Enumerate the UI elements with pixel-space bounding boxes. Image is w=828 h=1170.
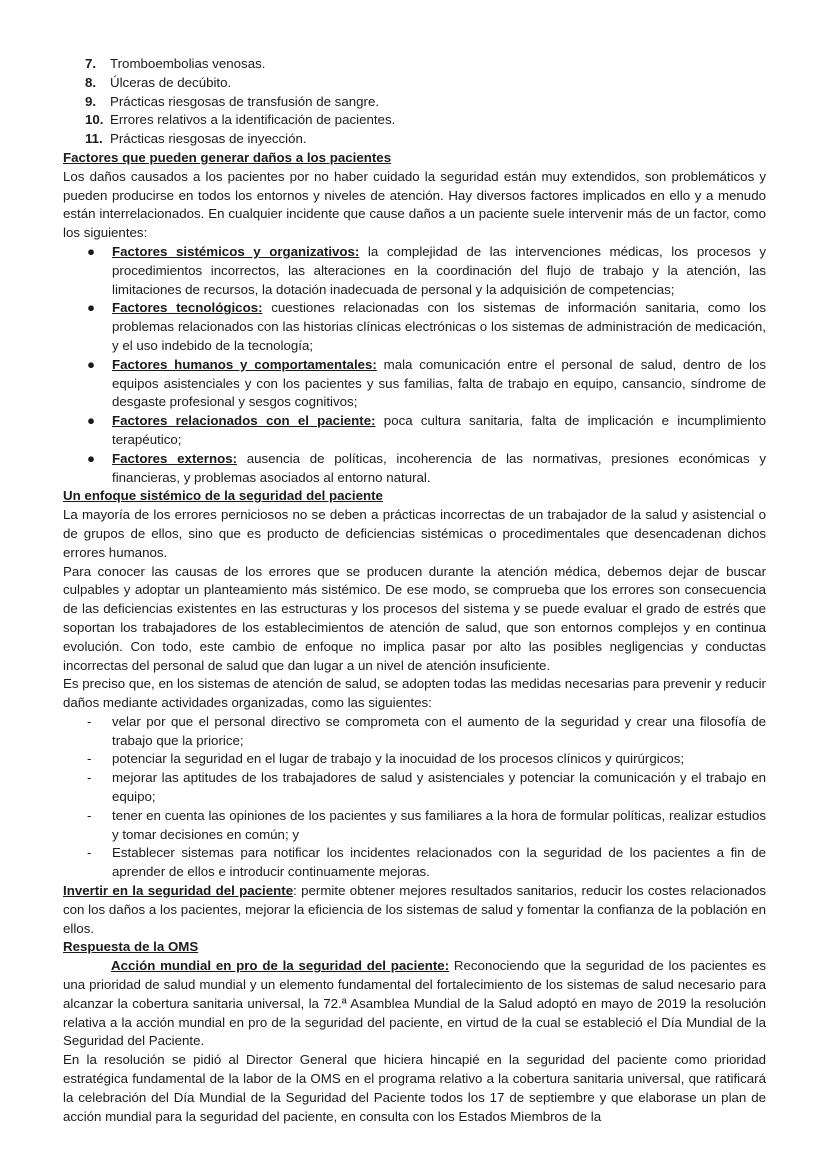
bullet-icon: ●	[87, 300, 96, 316]
invertir-text: : permite obtener mejores resultados sanitarios, reducir los costes relacionados con los daños a los pacientes, mejorar la eficiencia de los sistemas de salud y fomentar la confianza de la población en ellos.	[63, 883, 767, 936]
numbered-list-item	[85, 74, 766, 93]
section-heading-oms: Respuesta de la OMS	[63, 939, 199, 955]
paragraph-enfoque-2: Para conocer las causas de los errores que se producen durante la atención médica, debemos dejar de buscar culpables y adoptar un planteamiento más sistémico. De ese modo, se comprueba que los errores son consecuencia de las deficiencias existentes en las estructuras y los procesos del sistema y se puede evaluar el grado de estrés que soportan los trabajadores de los establecimientos de atención de salud, que son entornos complejos y en continua evolución. Con todo, este cambio de enfoque no implica pasar por alto las posibles negligencias y conductas incorrectas del personal de salud que dan lugar a un nivel de atención insuficiente.	[63, 563, 766, 673]
factor-bullet-item	[87, 412, 766, 450]
list-text: Prácticas riesgosas de transfusión de sangre.	[110, 93, 380, 109]
list-number: 10.	[85, 112, 104, 128]
section-heading-enfoque: Un enfoque sistémico de la seguridad del paciente	[63, 488, 383, 504]
accion-lead: Acción mundial en pro de la seguridad del paciente:	[111, 958, 450, 974]
list-text: Úlceras de decúbito.	[110, 74, 232, 90]
numbered-list-item	[85, 93, 766, 112]
bullet-lead: Factores tecnológicos:	[112, 300, 263, 316]
factor-bullet-item	[87, 299, 766, 355]
list-text: Tromboembolias venosas.	[110, 56, 266, 71]
measure-dash-item	[87, 807, 766, 845]
factor-bullet-item	[87, 356, 766, 412]
factor-bullet-item	[87, 243, 766, 299]
bullet-text: ausencia de políticas, incoherencia de las normativas, presiones económicas y financieras, y problemas asociados al entorno natural.	[112, 450, 766, 485]
measure-dash-item	[87, 750, 766, 769]
dash-icon: -	[87, 807, 92, 823]
paragraph-medidas-intro: Es preciso que, en los sistemas de atención de salud, se adopten todas las medidas necesarias para prevenir y reducir daños mediante actividades organizadas, como las siguientes:	[63, 676, 766, 711]
dash-icon: -	[87, 770, 92, 786]
bullet-text: cuestiones relacionadas con los sistemas de información sanitaria, como los problemas relacionados con las historias clínicas electrónicas o los sistemas de administración de medicación, y el uso indebido de la tecnología;	[112, 300, 766, 353]
dash-text: mejorar las aptitudes de los trabajadores de salud y asistenciales y potenciar la comunicación y el trabajo en equipo;	[112, 770, 766, 805]
bullet-text: poca cultura sanitaria, falta de implicación e incumplimiento terapéutico;	[112, 413, 766, 447]
dash-text: Establecer sistemas para notificar los incidentes relacionados con la seguridad de los pacientes a fin de aprender de ellos e introducir continuamente mejoras.	[112, 845, 766, 880]
paragraph-enfoque-1: La mayoría de los errores perniciosos no se deben a prácticas incorrectas de un trabajador de la salud y asistencial o de grupos de ellos, sino que es producto de deficiencias sistémicas o procedimentales que desencadenan dichos errores humanos.	[63, 507, 766, 560]
paragraph-resolucion: En la resolución se pidió al Director General que hiciera hincapié en la seguridad del paciente como prioridad estratégica fundamental de la labor de la OMS en el programa relativo a la cobertura sanitaria universal, que ratificará la celebración del Día Mundial de la Seguridad del Paciente todos los 17 de septiembre y que elaborase un plan de acción mundial para la seguridad del paciente, en consulta con los Estados Miembros de la	[63, 1052, 766, 1124]
list-number: 9.	[85, 93, 97, 109]
accion-text: Reconociendo que la seguridad de los pacientes es una prioridad de salud mundial y un elemento fundamental del fortalecimiento de los sistemas de salud necesario para alcanzar la cobertura sanitaria universal, la 72.ª Asamblea Mundial de la Salud adoptó en mayo de 2019 la resolución relativa a la acción mundial en pro de la seguridad del paciente, en virtud de la cual se estableció el Día Mundial de la Seguridad del Paciente.	[63, 958, 766, 1049]
list-number: 11.	[85, 131, 103, 147]
bullet-icon: ●	[87, 243, 96, 259]
bullet-icon: ●	[87, 356, 96, 372]
list-text: Prácticas riesgosas de inyección.	[110, 131, 307, 147]
list-number: 7.	[85, 56, 97, 71]
bullet-icon: ●	[87, 413, 96, 429]
paragraph-factores-intro: Los daños causados a los pacientes por no haber cuidado la seguridad están muy extendidos, son problemáticos y pueden producirse en todos los entornos y niveles de atención. Hay diversos factores implicados en ello y a menudo están interrelacionados. En cualquier incidente que cause daños a un paciente suele intervenir más de un factor, como los siguientes:	[63, 168, 766, 241]
factor-bullet-item	[87, 450, 766, 488]
bullet-lead: Factores humanos y comportamentales:	[112, 356, 377, 372]
measure-dash-item	[87, 713, 766, 751]
dash-text: potenciar la seguridad en el lugar de trabajo y la inocuidad de los procesos clínicos y quirúrgicos;	[112, 751, 685, 767]
numbered-list-item	[85, 55, 766, 74]
list-text: Errores relativos a la identificación de pacientes.	[110, 112, 396, 128]
bullet-icon: ●	[87, 450, 96, 466]
bullet-lead: Factores sistémicos y organizativos:	[112, 243, 360, 259]
measure-dash-item	[87, 769, 766, 807]
dash-icon: -	[87, 751, 92, 767]
bullet-text: mala comunicación entre el personal de salud, dentro de los equipos asistenciales y con los pacientes y sus familias, falta de trabajo en equipo, cansancio, síndrome de desgaste profesional y sesgos cognitivos;	[112, 356, 766, 410]
bullet-lead: Factores relacionados con el paciente:	[112, 413, 376, 429]
invertir-lead: Invertir en la seguridad del paciente	[63, 883, 294, 899]
measure-dash-item	[87, 844, 766, 882]
numbered-list-item	[85, 111, 766, 130]
paragraph-invertir	[63, 882, 766, 938]
dash-icon: -	[87, 845, 92, 861]
dash-icon: -	[87, 713, 92, 729]
bullet-lead: Factores externos:	[112, 450, 238, 466]
dash-text: tener en cuenta las opiniones de los pacientes y sus familiares a la hora de formular políticas, realizar estudios y tomar decisiones en común; y	[112, 807, 766, 842]
numbered-list-item	[85, 130, 766, 149]
dash-text: velar por que el personal directivo se comprometa con el aumento de la seguridad y crear una filosofía de trabajo que la priorice;	[112, 713, 766, 748]
list-number: 8.	[85, 74, 97, 90]
section-heading-factores: Factores que pueden generar daños a los pacientes	[63, 149, 392, 165]
bullet-text: la complejidad de las intervenciones médicas, los procesos y procedimientos incorrectos, las alteraciones en la coordinación del flujo de trabajo y la atención, las limitaciones de recursos, la dotación inadecuada de personal y la adquisición de competencias;	[112, 243, 766, 297]
paragraph-accion-mundial	[63, 957, 766, 1051]
